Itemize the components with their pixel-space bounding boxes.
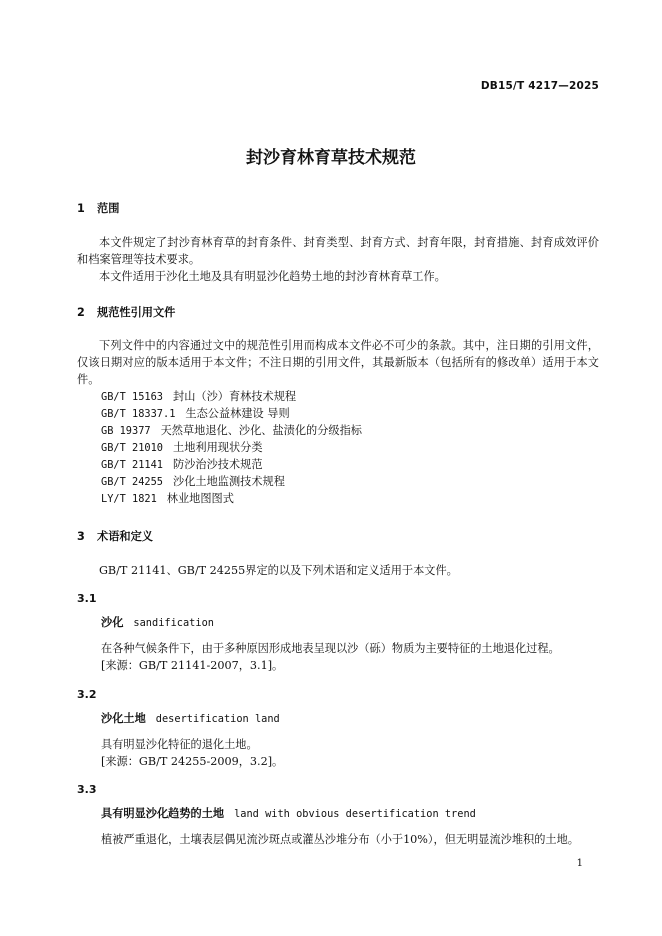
term-number: 3.2 (77, 688, 97, 701)
term-number: 3.1 (77, 592, 97, 605)
section-2-heading (77, 304, 175, 320)
section-title: 范围 (97, 202, 120, 215)
paragraph: 本文件适用于沙化土地及具有明显沙化趋势土地的封沙育林育草工作。 (99, 270, 446, 283)
reference-item (101, 456, 263, 474)
reference-code: GB/T 24255 (101, 476, 163, 488)
reference-name: 封山（沙）育林技术规程 (173, 390, 297, 403)
reference-name: 土地利用现状分类 (173, 441, 263, 454)
reference-code: GB 19377 (101, 425, 151, 437)
reference-name: 生态公益林建设 导则 (185, 407, 290, 420)
section-number: 2 (77, 306, 85, 319)
term-chinese: 具有明显沙化趋势的土地 (101, 807, 225, 820)
term-english: sandification (133, 617, 214, 629)
reference-item (101, 439, 263, 457)
reference-item (101, 405, 290, 423)
reference-code: GB/T 21010 (101, 442, 163, 454)
term-title (101, 614, 214, 632)
term-english: land with obvious desertification trend (234, 808, 476, 820)
reference-name: 防沙治沙技术规范 (173, 458, 263, 471)
reference-name: 天然草地退化、沙化、盐渍化的分级指标 (160, 424, 362, 437)
term-title (101, 710, 280, 728)
term-source: [来源：GB/T 21141-2007，3.1]。 (101, 659, 284, 672)
page-number: 1 (576, 858, 583, 869)
section-3-heading (77, 528, 153, 544)
paragraph: 本文件规定了封沙育林育草的封育条件、封育类型、封育方式、封育年限，封育措施、封育成效评价和档案管理等技术要求。 (77, 236, 599, 266)
term-definition: 在各种气候条件下，由于多种原因形成地表呈现以沙（砾）物质为主要特征的土地退化过程。 (101, 642, 560, 655)
document-code: DB15/T 4217—2025 (480, 80, 599, 92)
section-number: 1 (77, 202, 85, 215)
term-chinese: 沙化土地 (101, 712, 146, 725)
reference-item (101, 473, 285, 491)
document-title: 封沙育林育草技术规范 (246, 148, 416, 168)
term-definition: 具有明显沙化特征的退化土地。 (101, 738, 258, 751)
reference-code: GB/T 15163 (101, 391, 163, 403)
reference-item (101, 422, 362, 440)
paragraph: 下列文件中的内容通过文中的规范性引用而构成本文件必不可少的条款。其中，注日期的引用文件，仅该日期对应的版本适用于本文件；不注日期的引用文件，其最新版本（包括所有的修改单）适用于本文件。 (77, 339, 599, 386)
term-title (101, 805, 476, 823)
reference-code: LY/T 1821 (101, 493, 157, 505)
term-source: [来源：GB/T 24255-2009，3.2]。 (101, 755, 284, 768)
reference-code: GB/T 18337.1 (101, 408, 176, 420)
term-number: 3.3 (77, 783, 97, 796)
section-1-heading (77, 200, 119, 216)
reference-item (101, 490, 234, 508)
reference-name: 沙化土地监测技术规程 (173, 475, 285, 488)
term-english: desertification land (155, 713, 280, 725)
reference-name: 林业地图图式 (166, 492, 234, 505)
reference-item (101, 388, 296, 406)
paragraph: GB/T 21141、GB/T 24255界定的以及下列术语和定义适用于本文件。 (99, 564, 458, 577)
term-definition: 植被严重退化，土壤表层偶见流沙斑点或灌丛沙堆分布（小于10%），但无明显流沙堆积的土地。 (101, 833, 579, 846)
term-chinese: 沙化 (101, 616, 124, 629)
section-title: 术语和定义 (97, 530, 153, 543)
section-number: 3 (77, 530, 85, 543)
section-title: 规范性引用文件 (97, 306, 176, 319)
reference-code: GB/T 21141 (101, 459, 163, 471)
